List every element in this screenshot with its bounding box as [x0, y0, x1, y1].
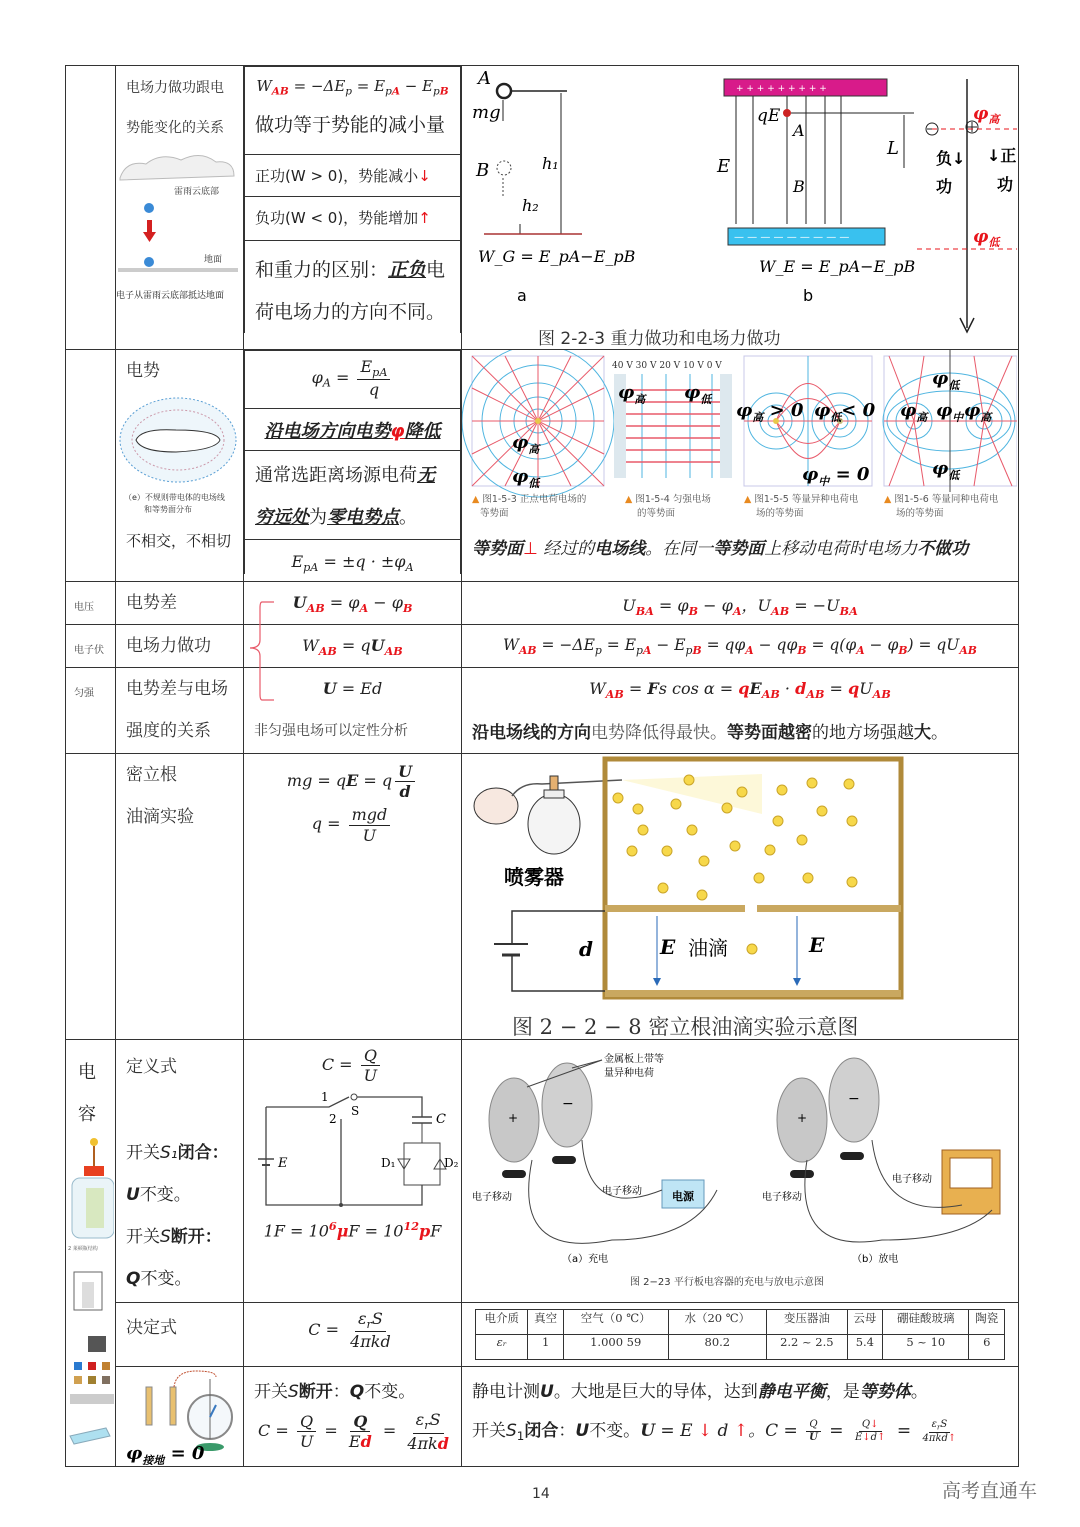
reverse-potential-difference: $U_{BA} = \varphi_B - \varphi_A$，$U_{AB} = -U_{BA}$	[622, 596, 858, 618]
svg-text:h₂: h₂	[522, 196, 539, 215]
svg-text:▲ 图1-5-6 等量同种电荷电: ▲ 图1-5-6 等量同种电荷电	[884, 494, 999, 505]
svg-text:油滴: 油滴	[688, 936, 728, 960]
figure-cell	[462, 350, 1019, 582]
dielectric-constant-table	[475, 1309, 1005, 1360]
positive-work-note: 正功(W > 0)，势能减小↓	[255, 167, 431, 185]
side-cell	[66, 66, 116, 350]
svg-text:图 2−23 平行板电容器的充电与放电示意图: 图 2−23 平行板电容器的充电与放电示意图	[630, 1277, 824, 1288]
svg-text:▲ 图1-5-5 等量异种电荷电: ▲ 图1-5-5 等量异种电荷电	[744, 494, 859, 505]
side-label-voltage: 电压	[74, 602, 94, 613]
potential-decreases-rule: 沿电场方向电势φ降低	[264, 421, 441, 442]
figure-cell	[462, 66, 1019, 350]
svg-text:φ低: $\varphi_低$	[932, 368, 960, 392]
switch-states-note: 开关S₁闭合： U不变。 开关S断开： Q不变。	[126, 1143, 229, 1289]
side-label-uniform: 匀强	[74, 688, 94, 699]
capacitor-charge-discharge-figure	[462, 1040, 1017, 1295]
dielectric-value-row: εᵣ 1 1.000 59 80.2 2.2 ~ 2.5 5.4 5 ~ 10 6	[476, 1334, 1005, 1359]
row-potential-difference	[66, 582, 1019, 625]
equipotential-figures	[462, 350, 1017, 530]
side-label-electron-volt: 电子伏	[74, 645, 104, 656]
svg-text:B: B	[793, 177, 805, 196]
work-equals-decrease: 做功等于势能的减小量	[255, 113, 446, 136]
topic-label: 电势差	[126, 593, 177, 613]
svg-text:φ低: $\varphi_低$	[973, 227, 1000, 249]
work-energy-formula: $W_{AB} = -\Delta E_p = E_{pA} - E_{pB}$	[256, 77, 449, 98]
topic-label: 电势	[126, 361, 160, 381]
svg-text:+: +	[508, 1111, 519, 1125]
uniform-field-formula: U = Ed	[322, 679, 383, 698]
row-electric-work	[66, 625, 1019, 668]
svg-text:雷雨云底部: 雷雨云底部	[174, 187, 220, 197]
page-number: 14	[532, 1486, 550, 1502]
work-relations	[244, 66, 461, 333]
row-uniform-field	[66, 668, 1019, 754]
svg-text:— — — — — — — — —: — — — — — — — — —	[734, 232, 850, 243]
svg-text:金属板上带等: 金属板上带等	[604, 1054, 664, 1065]
zero-potential-note: 通常选距离场源电荷无 穷远处为零电势点。	[255, 465, 435, 528]
svg-text:（b）放电: （b）放电	[852, 1254, 899, 1265]
svg-text:D₁: D₁	[381, 1156, 396, 1171]
topic-label: 决定式	[126, 1317, 177, 1338]
physics-summary-table	[65, 65, 1019, 1467]
dielectric-header-row: 电介质 真空 空气（0 ℃） 水（20 ℃） 变压器油 云母 硼硅酸玻璃 陶瓷	[476, 1309, 1005, 1334]
side-cell	[66, 350, 116, 582]
svg-text:D₂: D₂	[444, 1156, 459, 1171]
svg-text:E: E	[809, 933, 825, 957]
svg-text:φ接地 = 0: $\varphi_{接地} = 0$	[126, 1443, 205, 1466]
field-direction-note: 沿电场线的方向电势降低得最快。等势面越密的地方场强越大。	[472, 723, 948, 743]
equipotential-summary: 等势面⊥ 经过的电场线。在同一等势面上移动电荷时电场力不做功	[472, 539, 969, 559]
non-uniform-note: 非匀强电场可以定性分析	[254, 723, 408, 739]
svg-text:L: L	[887, 138, 899, 159]
formula-cell	[244, 350, 462, 582]
gravity-vs-electric-work-figure	[462, 66, 1017, 349]
capacitance-side-cell	[66, 1040, 116, 1467]
work-voltage-formula: $W_{AB} = qU_{AB}$	[302, 636, 403, 658]
svg-text:φ高: $\varphi_高$	[964, 400, 992, 424]
svg-text:电子从雷雨云底部抵达地面: 电子从雷雨云底部抵达地面	[116, 291, 225, 301]
svg-text:b: b	[803, 286, 814, 305]
svg-text:φ低: $\varphi_低$	[684, 382, 712, 406]
svg-text:E: E	[717, 156, 731, 177]
svg-text:▲ 图1-5-3 正点电荷电场的: ▲ 图1-5-3 正点电荷电场的	[472, 494, 587, 505]
svg-text:E: E	[660, 935, 676, 959]
topic-line-2: 强度的关系	[126, 721, 211, 741]
work-field-formula: $W_{AB} = Fs$ $\cos \alpha = qE_{AB} \cdot d_{AB} = qU_{AB}$	[589, 679, 891, 701]
svg-text:φ中 = 0: $\varphi_中 = 0$	[802, 464, 870, 488]
svg-text:φ高 > 0: $\varphi_高 > 0$	[736, 400, 804, 424]
cloud-electron-illustration	[116, 148, 242, 308]
millikan-charge-formula: q = $\frac{\text{mgd}}{U}$	[244, 801, 461, 844]
svg-text:2 莱顿瓶结构: 2 莱顿瓶结构	[68, 1246, 98, 1252]
row-electrometer	[66, 1367, 1019, 1467]
gravity-difference-note: 和重力的区别：正负电 荷电场力的方向不同。	[255, 259, 446, 323]
row-electric-potential	[66, 350, 1019, 582]
switch-closed-analysis: 开关$S_1$闭合：U不变。U = E ↓ d ↑。C = $\frac{Q}{U}$ = $\frac{Q↓}{E↓d↑}$ = $\frac{\varepsilon_rS}{\text{4πkd↑}}$	[472, 1418, 957, 1444]
topic-cell	[116, 66, 244, 350]
row-capacitance-definition	[66, 1040, 1019, 1303]
svg-text:（a）充电: （a）充电	[562, 1254, 609, 1265]
svg-text:1: 1	[321, 1090, 329, 1105]
potential-difference-formula: $U_{AB} = \varphi_A - \varphi_B$	[292, 593, 413, 615]
capacitance-chain-formula: C = $\frac{Q}{U}$ = $\frac{Q}{Ed}$ = $\frac{\varepsilon_rS}{\text{4πkd}}$	[258, 1410, 449, 1453]
svg-text:电源: 电源	[672, 1190, 694, 1203]
irregular-conductor-field-illustration	[116, 392, 242, 522]
svg-text:场的等势面: 场的等势面	[756, 508, 804, 519]
potential-definition-formula: $\varphi_A$ = $\frac{E_{pA}}{q}$	[245, 351, 460, 400]
svg-text:▲ 图1-5-4 匀强电场: ▲ 图1-5-4 匀强电场	[625, 494, 711, 505]
svg-text:qE: qE	[757, 106, 781, 126]
capacitance-determining-formula: C = $\frac{\varepsilon_rS}{\text{4πkd}}$	[308, 1308, 391, 1352]
svg-text:电子移动: 电子移动	[892, 1174, 932, 1185]
svg-text:h₁: h₁	[542, 154, 559, 173]
leyden-jar-illustrations	[66, 1136, 114, 1466]
svg-text:喷雾器: 喷雾器	[504, 865, 564, 889]
svg-text:φ高: $\varphi_高$	[973, 104, 1000, 126]
svg-text:φ低: $\varphi_低$	[932, 458, 960, 482]
svg-text:a: a	[517, 286, 527, 305]
electrometer-illustration	[116, 1367, 242, 1465]
topic-line-1: 密立根	[126, 765, 177, 785]
svg-text:φ高: $\varphi_高$	[512, 432, 540, 456]
svg-text:↓正: ↓正	[987, 146, 1017, 165]
svg-text:电子移动: 电子移动	[602, 1186, 642, 1197]
potential-energy-formula: $E_{pA} = \pm q \cdot \pm\varphi_A$	[291, 552, 414, 574]
millikan-oil-drop-figure	[462, 754, 1017, 1039]
svg-text:A: A	[478, 68, 491, 89]
svg-text:d: d	[579, 937, 593, 961]
svg-text:+: +	[797, 1111, 808, 1125]
svg-text:A: A	[793, 121, 805, 140]
svg-text:φ高: $\varphi_高$	[618, 382, 646, 406]
svg-text:功: 功	[936, 177, 953, 196]
topic-line-2: 油滴实验	[126, 807, 194, 827]
svg-text:场的等势面: 场的等势面	[896, 508, 944, 519]
svg-text:电子移动: 电子移动	[472, 1192, 512, 1203]
svg-text:地面: 地面	[204, 255, 223, 265]
brand-watermark: 高考直通车	[942, 1480, 1038, 1502]
svg-text:图 2 − 2 − 8 密立根油滴实验示意图: 图 2 − 2 − 8 密立根油滴实验示意图	[512, 1015, 859, 1039]
no-intersect-note: 不相交，不相切	[126, 532, 232, 550]
topic-line-1: 电场力做功跟电	[126, 80, 224, 96]
svg-text:φ高: $\varphi_高$	[900, 400, 928, 424]
capacitor-circuit-diagram	[244, 1085, 462, 1215]
svg-text:φ低< 0: $\varphi_低< 0$	[814, 400, 876, 424]
svg-text:C: C	[436, 1112, 446, 1128]
svg-text:图 2-2-3 重力做功和电场力做功: 图 2-2-3 重力做功和电场力做功	[538, 329, 781, 349]
svg-text:−: −	[562, 1096, 574, 1112]
topic-line-2: 势能变化的关系	[126, 120, 224, 136]
svg-text:W_G = E_pA−E_pB: W_G = E_pA−E_pB	[478, 247, 636, 266]
work-derivation: $W_{AB} = -\Delta E_p = E_{pA} - E_{pB} = q\varphi_A - q\varphi_B = q(\varphi_A - \varphi_B) = qU_{AB}$	[503, 636, 977, 657]
topic-label: 电场力做功	[126, 636, 211, 656]
svg-text:电子移动: 电子移动	[762, 1192, 802, 1203]
row-work-potential-energy	[66, 66, 1019, 350]
svg-text:功: 功	[997, 175, 1014, 194]
switch-open-note: 开关S断开：Q不变。	[254, 1382, 416, 1403]
svg-text:的等势面: 的等势面	[637, 508, 676, 519]
row-capacitance-determining	[66, 1302, 1019, 1366]
svg-text:等势面: 等势面	[480, 508, 509, 519]
svg-text:φ中: $\varphi_中$	[936, 400, 964, 424]
topic-label: 定义式	[126, 1057, 177, 1077]
negative-work-note: 负功(W < 0)，势能增加↑	[255, 209, 431, 227]
svg-text:S: S	[351, 1104, 360, 1119]
svg-text:量异种电荷: 量异种电荷	[604, 1068, 654, 1079]
topic-line-1: 电势差与电场	[126, 679, 228, 699]
svg-text:φ低: $\varphi_低$	[512, 466, 540, 490]
svg-text:B: B	[476, 160, 490, 181]
svg-text:负↓: 负↓	[936, 149, 966, 168]
svg-text:W_E = E_pA−E_pB: W_E = E_pA−E_pB	[759, 257, 916, 276]
formula-cell	[244, 66, 462, 350]
side-label-capacitance: 电 容	[78, 1062, 96, 1125]
svg-text:−: −	[848, 1091, 860, 1107]
capacitance-units: $1F = 10^6\mu F = 10^{12}pF$	[263, 1219, 442, 1242]
document-page	[65, 65, 1018, 1467]
svg-text:2: 2	[329, 1112, 337, 1127]
millikan-force-formula: mg = qE = q $\frac{U}{d}$	[244, 754, 461, 801]
row-millikan	[66, 754, 1019, 1040]
svg-text:和等势面分布: 和等势面分布	[144, 505, 192, 514]
electrometer-note: 静电计测U。大地是巨大的导体，达到静电平衡，是等势体。	[472, 1382, 928, 1403]
capacitance-definition-formula: C = $\frac{Q}{U}$	[244, 1040, 461, 1085]
svg-text:E: E	[278, 1156, 288, 1172]
svg-text:mg: mg	[472, 102, 501, 123]
svg-text:（e）不规则带电体的电场线: （e）不规则带电体的电场线	[124, 493, 225, 502]
svg-text:40 V 30 V 20 V 10 V 0 V: 40 V 30 V 20 V 10 V 0 V	[612, 361, 722, 371]
topic-cell	[116, 350, 244, 582]
svg-text:+ + + + + + + + +: + + + + + + + + +	[736, 84, 827, 94]
